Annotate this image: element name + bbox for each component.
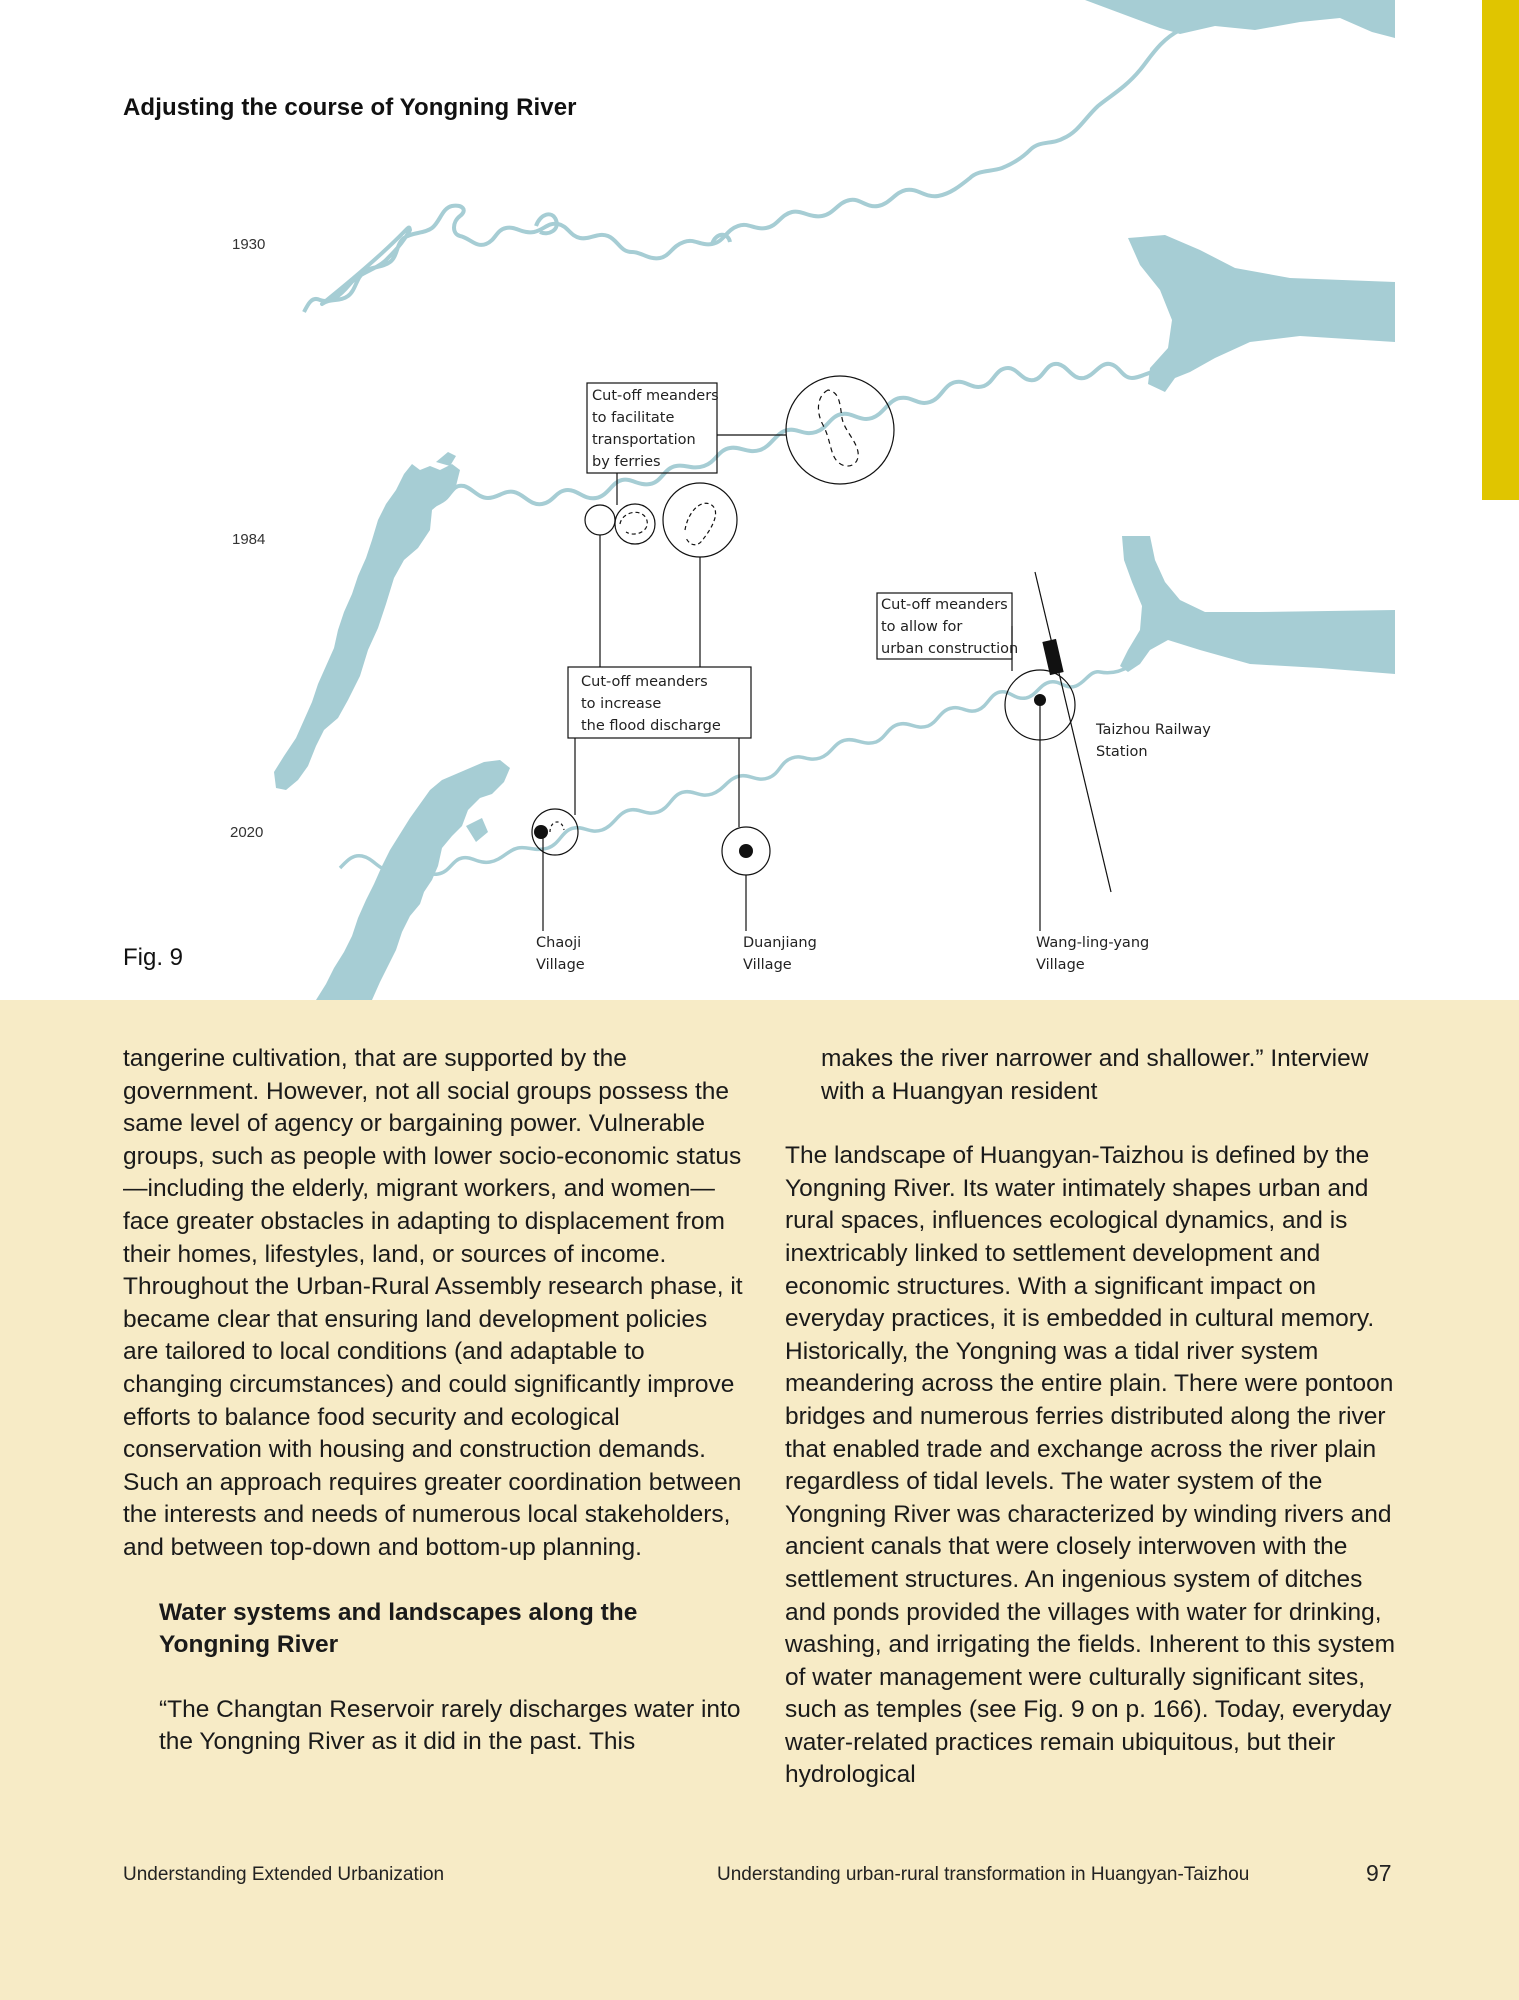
- svg-text:to allow for: to allow for: [881, 619, 963, 635]
- interview-quote-end: makes the river narrower and shallower.” Interview with a Huangyan resident: [821, 1045, 1369, 1105]
- label-duanjiang-village: [743, 935, 817, 973]
- railway-station-marker: [1042, 639, 1063, 675]
- label-chaoji-village: [536, 935, 585, 973]
- river-1984-estuary: [1128, 235, 1395, 392]
- svg-text:by ferries: by ferries: [592, 454, 661, 470]
- right-column: [785, 1043, 1405, 1792]
- svg-text:Cut-off meanders: Cut-off meanders: [881, 597, 1008, 613]
- river-2020-estuary: [1120, 536, 1395, 674]
- river-1984: [274, 235, 1395, 790]
- year-2020: 2020: [230, 824, 264, 841]
- label-flood: [581, 674, 721, 734]
- svg-text:Cut-off meanders: Cut-off meanders: [581, 674, 708, 690]
- section-subheading: Water systems and landscapes along the Yongning River: [159, 1598, 638, 1659]
- footer-book-title: Understanding Extended Urbanization: [123, 1864, 445, 1885]
- river-2020: [316, 536, 1395, 1000]
- svg-text:Duanjiang: Duanjiang: [743, 935, 817, 951]
- river-2020-channel: [340, 666, 1130, 874]
- river-1930-channel: [304, 30, 1180, 312]
- left-column: [123, 1043, 743, 1759]
- svg-text:Chaoji: Chaoji: [536, 935, 582, 951]
- svg-text:Village: Village: [536, 957, 585, 973]
- chaoji-dot: [534, 825, 548, 839]
- river-1984-lake: [274, 464, 460, 790]
- svg-text:Station: Station: [1096, 744, 1148, 760]
- figure-title: Adjusting the course of Yongning River: [123, 94, 577, 121]
- annotations-2020: [532, 572, 1111, 931]
- river-1930: [304, 0, 1395, 312]
- wang-dot: [1034, 694, 1046, 706]
- label-ferries: [592, 388, 719, 470]
- meander-circle-1: [585, 505, 615, 535]
- label-wang-ling-yang-village: [1036, 935, 1149, 973]
- footer-chapter-title: Understanding urban-rural transformation in Huangyan-Taizhou: [717, 1864, 1250, 1885]
- svg-text:Wang-ling-yang: Wang-ling-yang: [1036, 935, 1150, 951]
- svg-text:transportation: transportation: [592, 432, 696, 448]
- figure-number: Fig. 9: [123, 944, 184, 971]
- year-1984: 1984: [232, 531, 266, 548]
- svg-text:Taizhou Railway: Taizhou Railway: [1096, 722, 1211, 738]
- label-railway-station: [1095, 722, 1211, 760]
- meander-circle-3: [663, 483, 737, 557]
- page-number: 97: [1366, 1860, 1392, 1886]
- svg-text:Village: Village: [1036, 957, 1085, 973]
- svg-text:Village: Village: [743, 957, 792, 973]
- svg-text:to increase: to increase: [581, 696, 662, 712]
- river-1984-channel: [366, 364, 1160, 570]
- label-urban: [881, 597, 1018, 657]
- duanjiang-dot: [739, 844, 753, 858]
- body-paragraph-1: tangerine cultivation, that are supported by the government. However, not all social groups possess the same level of agency or bargaining power. Vulnerable groups, such as people with lower socio-economic status—including the elderly, migrant workers, and women—face greater obstacles in adapting to displacement from their homes, lifestyles, land, or sources of income. Throughout the Urban-Rural Assembly research phase, it became clear that ensuring land development policies are tailored to local conditions (and adaptable to changing circumstances) and could significantly improve efforts to balance food security and ecological conservation with housing and construction demands. Such an approach requires greater coordination between the interests and needs of numerous local stakeholders, and between top-down and bottom-up planning.: [123, 1045, 743, 1561]
- svg-text:urban construction: urban construction: [881, 641, 1019, 657]
- river-1930-estuary: [1085, 0, 1395, 38]
- river-2020-lake: [316, 760, 510, 1000]
- svg-text:to facilitate: to facilitate: [592, 410, 675, 426]
- svg-text:Cut-off meanders: Cut-off meanders: [592, 388, 719, 404]
- svg-text:the flood discharge: the flood discharge: [581, 718, 721, 734]
- meander-circle-2: [615, 504, 655, 544]
- interview-quote-start: “The Changtan Reservoir rarely discharges water into the Yongning River as it did in the past. This: [159, 1695, 741, 1756]
- year-1930: 1930: [232, 236, 266, 253]
- body-paragraph-2: The landscape of Huangyan-Taizhou is defined by the Yongning River. Its water intimately shapes urban and rural spaces, influences ecological dynamics, and is inextricably linked to settlement development and economic structures. With a significant impact on everyday practices, it is embedded in cultural memory. Historically, the Yongning was a tidal river system meandering across the entire plain. There were pontoon bridges and numerous ferries distributed along the river that enabled trade and exchange across the river plain regardless of tidal levels. The water system of the Yongning River was characterized by winding rivers and ancient canals that were closely interwoven with the settlement structures. An ingenious system of ditches and ponds provided the villages with water for drinking, washing, and irrigating the fields. Inherent to this system of water management were culturally significant sites, such as temples (see Fig. 9 on p. 166). Today, everyday water-related practices remain ubiquitous, but their hydrological: [785, 1142, 1396, 1789]
